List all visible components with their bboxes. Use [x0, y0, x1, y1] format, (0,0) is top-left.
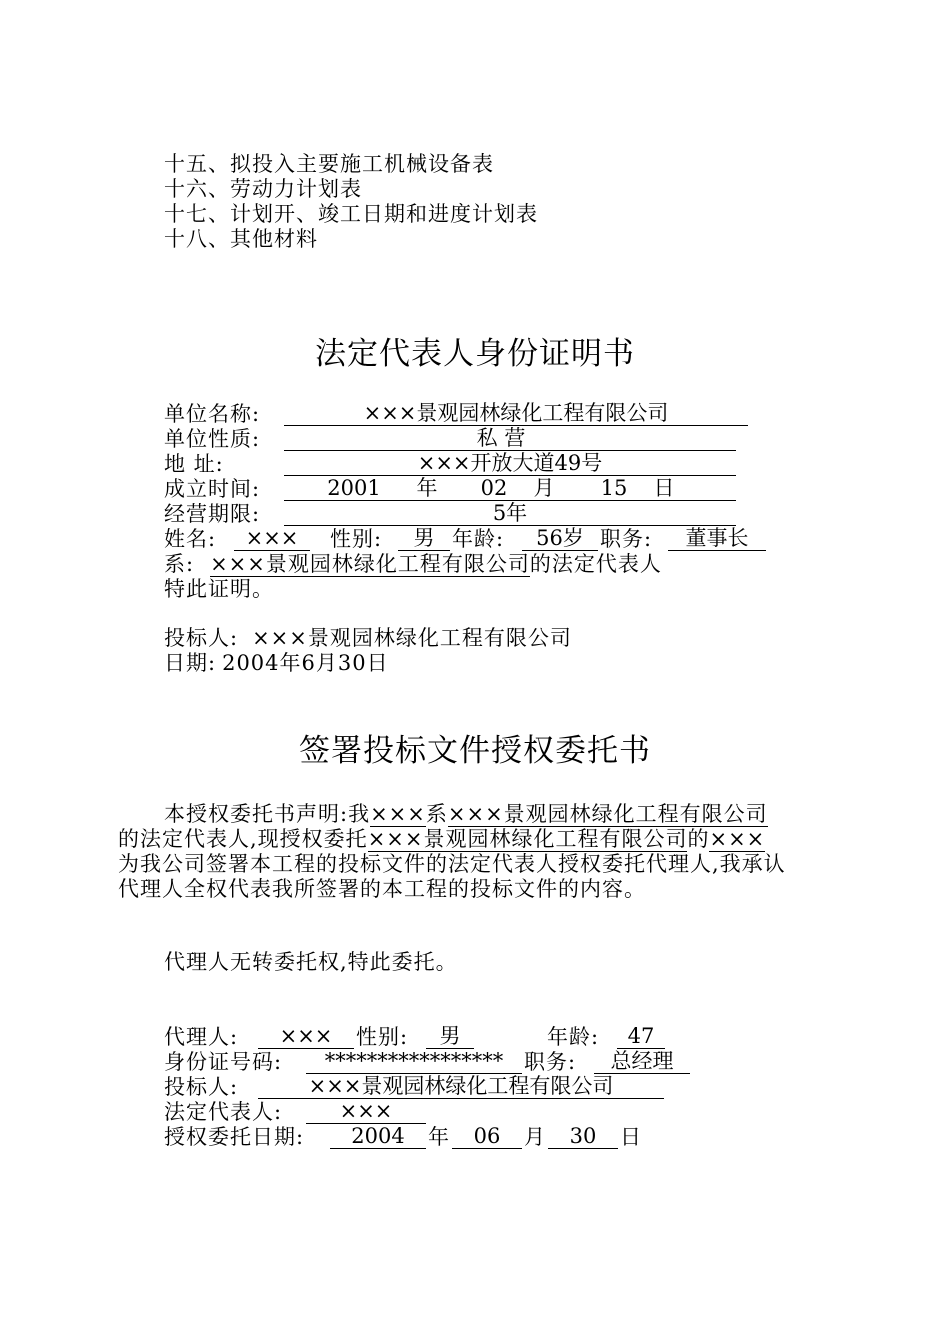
auth-para-text: 本授权委托书声明:我: [164, 802, 371, 826]
unit-name-label: 单位名称:: [164, 402, 261, 426]
name-value: ×××: [234, 527, 310, 551]
date-value: 2004年6月30日: [222, 651, 389, 675]
auth-para-line4: 代理人全权代表我所签署的本工程的投标文件的内容。: [118, 877, 646, 901]
age-value: 56岁: [522, 527, 598, 551]
toc-item-18: 十八、其他材料: [164, 227, 318, 251]
agent-value: ×××: [258, 1025, 354, 1049]
agent-age-label: 年龄:: [547, 1025, 600, 1049]
term-label: 经营期限:: [164, 502, 261, 526]
agent-position-label: 职务:: [524, 1050, 577, 1074]
auth-para-line1: [164, 802, 768, 827]
term-value: 5年: [284, 502, 736, 526]
auth-legal-rep-name: ×××: [370, 802, 426, 826]
founded-month-char: 月: [533, 476, 555, 500]
founded-label: 成立时间:: [164, 477, 261, 501]
auth-para-text: 系: [425, 802, 448, 826]
relation-line: [164, 552, 662, 577]
agent-gender-value: 男: [426, 1025, 474, 1049]
age-label: 年龄:: [452, 527, 505, 551]
gender-label: 性别:: [330, 527, 383, 551]
toc-item-15: 十五、拟投入主要施工机械设备表: [164, 152, 494, 176]
id-number-value: *****************: [306, 1050, 522, 1074]
bidder-label: 投标人:: [164, 626, 239, 650]
auth-month: 06: [452, 1125, 522, 1149]
founded-month: 02: [480, 476, 508, 500]
auth-para-line3: 为我公司签署本工程的投标文件的法定代表人授权委托代理人,我承认: [118, 852, 786, 876]
agent-position-value: 总经理: [594, 1050, 690, 1074]
position-value: 董事长: [668, 527, 766, 551]
auth-month-char: 月: [524, 1125, 546, 1149]
legal-rep-value: ×××: [306, 1100, 426, 1124]
bidder-value: ×××景观园林绿化工程有限公司: [252, 626, 572, 650]
id-number-label: 身份证号码:: [164, 1050, 283, 1074]
id-cert-title: 法定代表人身份证明书: [315, 336, 635, 372]
auth-bidder-value: ×××景观园林绿化工程有限公司: [258, 1075, 664, 1099]
relation-prefix: 系:: [164, 552, 195, 576]
bidder-line: [164, 626, 572, 651]
unit-nature-value: 私 营: [284, 427, 736, 451]
unit-nature-label: 单位性质:: [164, 427, 261, 451]
address-label: 地 址:: [164, 452, 224, 476]
founded-day: 15: [600, 476, 628, 500]
unit-name-value: ×××景观园林绿化工程有限公司: [284, 402, 748, 426]
date-line: [164, 651, 389, 676]
agent-age-value: 47: [617, 1025, 665, 1049]
no-transfer-text: 代理人无转委托权,特此委托。: [164, 950, 458, 974]
auth-company-name: ×××景观园林绿化工程有限公司: [447, 802, 768, 826]
address-value: ×××开放大道49号: [284, 452, 736, 476]
auth-bidder-label: 投标人:: [164, 1075, 239, 1099]
relation-suffix: 的法定代表人: [529, 552, 662, 576]
auth-year-char: 年: [428, 1125, 450, 1149]
agent-gender-label: 性别:: [356, 1025, 409, 1049]
auth-para-text: 的法定代表人,现授权委托: [118, 827, 368, 851]
agent-label: 代理人:: [164, 1025, 239, 1049]
auth-day-char: 日: [620, 1125, 642, 1149]
relation-company: ×××景观园林绿化工程有限公司: [210, 552, 530, 576]
founded-year: 2001: [327, 476, 381, 500]
founded-year-char: 年: [416, 476, 438, 500]
authorization-title: 签署投标文件授权委托书: [299, 733, 651, 769]
position-label: 职务:: [600, 527, 653, 551]
auth-company-name-2: ×××景观园林绿化工程有限公司: [367, 827, 688, 851]
gender-value: 男: [398, 527, 450, 551]
auth-agent-name: ×××: [709, 827, 766, 851]
certify-text: 特此证明。: [164, 577, 274, 601]
auth-day: 30: [548, 1125, 618, 1149]
auth-date-label: 授权委托日期:: [164, 1125, 305, 1149]
legal-rep-label: 法定代表人:: [164, 1100, 283, 1124]
toc-item-16: 十六、劳动力计划表: [164, 177, 362, 201]
auth-para-line2: [118, 827, 765, 852]
auth-para-text: 的: [687, 827, 710, 851]
date-label: 日期:: [164, 651, 217, 675]
toc-item-17: 十七、计划开、竣工日期和进度计划表: [164, 202, 538, 226]
name-label: 姓名:: [164, 527, 217, 551]
founded-day-char: 日: [653, 476, 675, 500]
auth-year: 2004: [330, 1125, 426, 1149]
